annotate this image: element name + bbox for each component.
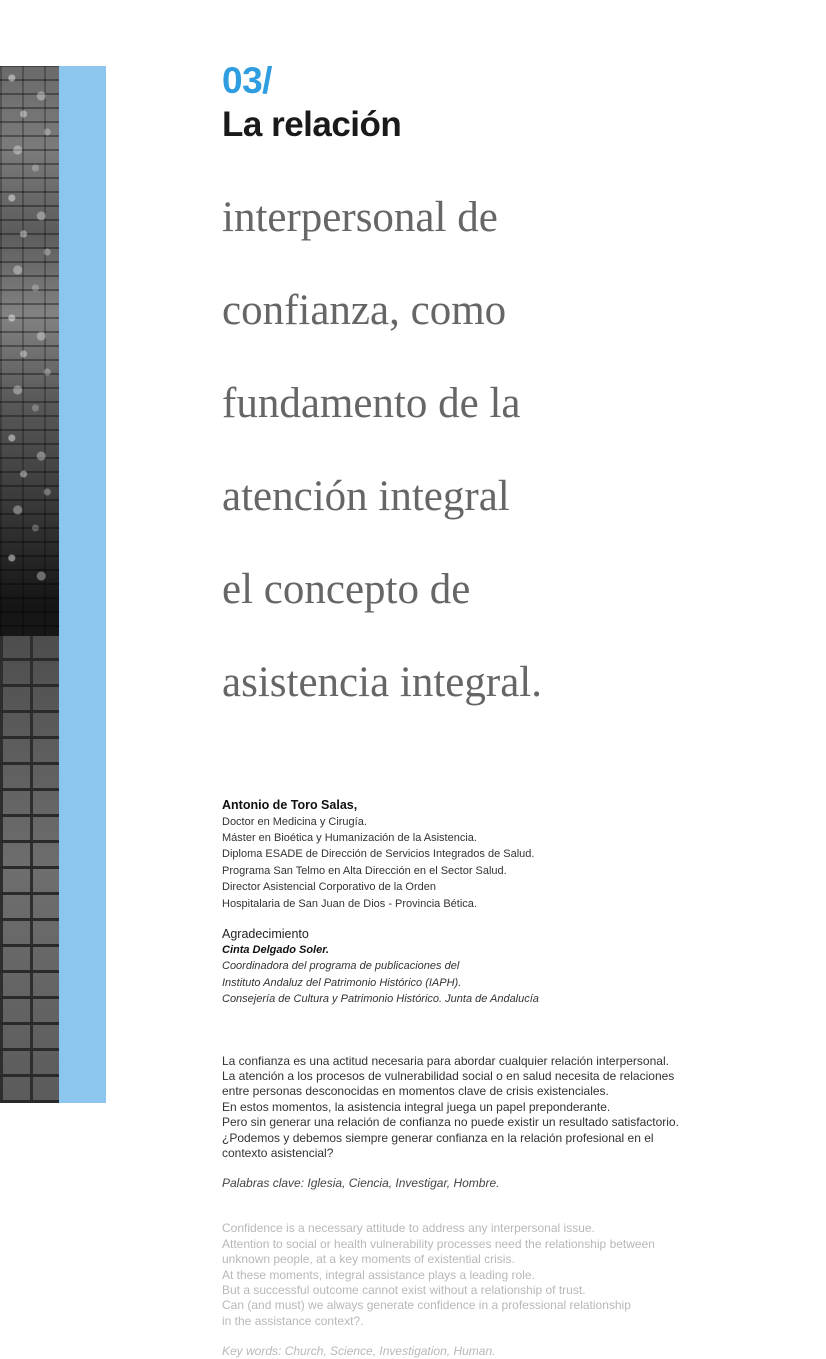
- abstract-line: in the assistance context?.: [222, 1313, 364, 1328]
- acknowledgement-name: Cinta Delgado Soler.: [222, 943, 329, 956]
- abstract-line: En estos momentos, la asistencia integral juega un papel preponderante.: [222, 1099, 611, 1114]
- keywords-english: Key words: Church, Science, Investigation, Human.: [222, 1344, 496, 1359]
- abstract-line: La atención a los procesos de vulnerabilidad social o en salud necesita de relaciones: [222, 1068, 675, 1083]
- title-line: asistencia integral.: [222, 658, 542, 706]
- abstract-spanish: [222, 1054, 782, 1162]
- acknowledgement-line: Instituto Andaluz del Patrimonio Histórico (IAPH).: [222, 976, 462, 989]
- author-credential: Máster en Bioética y Humanización de la Asistencia.: [222, 831, 477, 844]
- title-serif: [222, 148, 782, 753]
- photo-pavement: [0, 636, 59, 1103]
- accent-bar: [59, 66, 106, 1103]
- abstract-line: ¿Podemos y debemos siempre generar confianza en la relación profesional en el: [222, 1130, 654, 1145]
- author-credential: Diploma ESADE de Dirección de Servicios Integrados de Salud.: [222, 848, 535, 861]
- title-line: fundamento de la: [222, 379, 521, 427]
- cover-photo-strip: [0, 66, 59, 1103]
- abstract-line: entre personas desconocidas en momentos clave de crisis existenciales.: [222, 1084, 609, 1099]
- author-credential: Hospitalaria de San Juan de Dios - Provincia Bética.: [222, 897, 477, 910]
- abstract-line: unknown people, at a key moments of existential crisis.: [222, 1252, 515, 1267]
- acknowledgement-block: [222, 926, 782, 1008]
- author-block: [222, 797, 782, 912]
- abstract-line: La confianza es una actitud necesaria para abordar cualquier relación interpersonal.: [222, 1053, 669, 1068]
- author-name: Antonio de Toro Salas,: [222, 797, 358, 812]
- abstract-line: Pero sin generar una relación de confianza no puede existir un resultado satisfactorio.: [222, 1115, 679, 1130]
- chapter-number: 03/: [222, 60, 272, 101]
- title-line: interpersonal de: [222, 193, 498, 241]
- abstract-english: [222, 1221, 782, 1329]
- title-line: atención integral: [222, 472, 510, 520]
- acknowledgement-heading: Agradecimiento: [222, 926, 309, 941]
- title-line: el concepto de: [222, 565, 471, 613]
- acknowledgement-line: Consejería de Cultura y Patrimonio Histórico. Junta de Andalucía: [222, 993, 539, 1006]
- abstract-line: At these moments, integral assistance plays a leading role.: [222, 1267, 535, 1282]
- keywords-spanish: Palabras clave: Iglesia, Ciencia, Investigar, Hombre.: [222, 1176, 500, 1191]
- abstract-line: But a successful outcome cannot exist without a relationship of trust.: [222, 1283, 586, 1298]
- author-credential: Director Asistencial Corporativo de la Orden: [222, 881, 436, 894]
- abstract-line: Can (and must) we always generate confidence in a professional relationship: [222, 1298, 631, 1313]
- article-content: [222, 60, 782, 1359]
- title-bold: La relación: [222, 105, 402, 144]
- photo-foliage: [0, 66, 59, 585]
- abstract-line: Confidence is a necessary attitude to address any interpersonal issue.: [222, 1221, 595, 1236]
- abstract-line: Attention to social or health vulnerability processes need the relationship between: [222, 1236, 655, 1251]
- title-line: confianza, como: [222, 286, 507, 334]
- author-credential: Programa San Telmo en Alta Dirección en el Sector Salud.: [222, 864, 507, 877]
- author-credential: Doctor en Medicina y Cirugía.: [222, 815, 367, 828]
- abstract-line: contexto asistencial?: [222, 1146, 334, 1160]
- acknowledgement-line: Coordinadora del programa de publicaciones del: [222, 960, 460, 973]
